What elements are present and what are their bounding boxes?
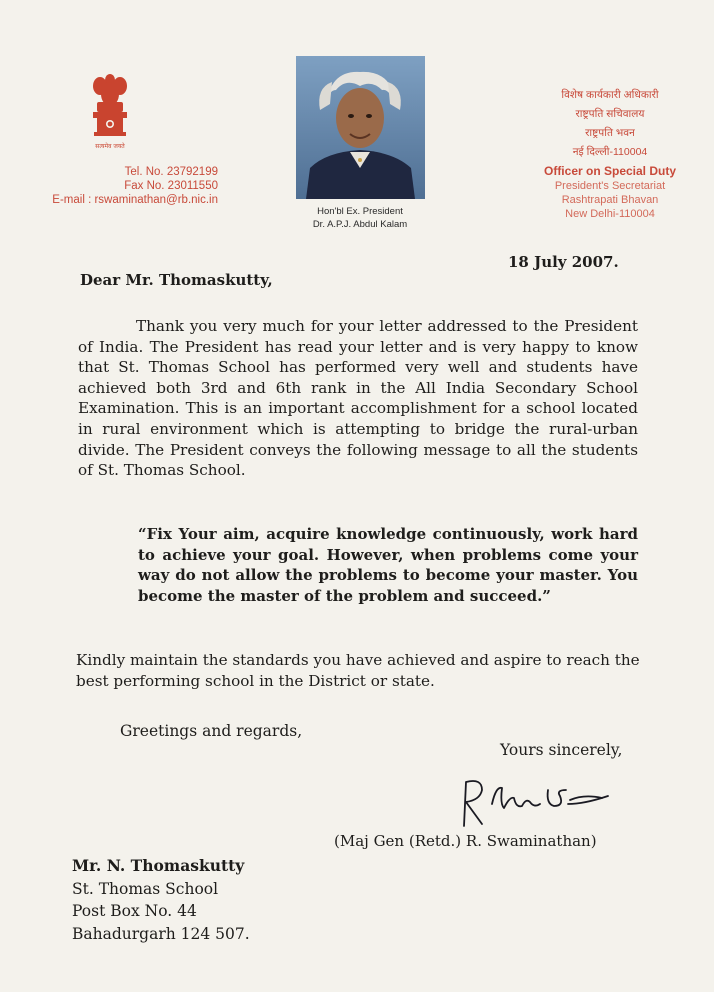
emblem-motto: सत्यमेव जयते xyxy=(95,143,125,150)
hindi-city: नई दिल्ली-110004 xyxy=(572,146,648,158)
body-paragraph xyxy=(78,316,638,481)
closing-paragraph: Kindly maintain the standards you have achieved and aspire to reach the best performing school in the District or state. xyxy=(76,651,640,690)
contact-block xyxy=(8,165,218,207)
office-bhavan: Rashtrapati Bhavan xyxy=(561,194,659,206)
salutation: Dear Mr. Thomaskutty, xyxy=(80,271,273,289)
portrait-illustration xyxy=(296,56,425,199)
president-quote: “Fix Your aim, acquire knowledge continuously, work hard to achieve your goal. However, when problems come your way do not allow the problems to become your master. You become the master of the problem and succeed.” xyxy=(138,525,638,605)
office-secretariat: President's Secretariat xyxy=(554,180,666,192)
photo-caption-name: Dr. A.P.J. Abdul Kalam xyxy=(312,219,408,230)
office-block xyxy=(510,86,710,221)
address-line-3: Bahadurgarh 124 507. xyxy=(72,924,250,943)
body-paragraph-text: Thank you very much for your letter addressed to the President of India. The President has read your letter and is very happy to know that St. Thomas School has performed very well and students have achieved both 3rd and 6th rank in the All India Secondary School Examination. This is an important accomplishment for a school located in rural environment which is attempting to bridge the rural-urban divide. The President conveys the following message to all the students of St. Thomas School. xyxy=(78,317,638,480)
greetings: Greetings and regards, xyxy=(120,722,303,740)
telephone: Tel. No. 23792199 xyxy=(124,166,218,178)
national-emblem-icon xyxy=(88,72,132,162)
signature-icon xyxy=(452,774,622,834)
fax: Fax No. 23011550 xyxy=(124,180,218,192)
signatory-name: (Maj Gen (Retd.) R. Swaminathan) xyxy=(334,832,597,850)
photo-caption-title: Hon'bl Ex. President xyxy=(317,206,403,217)
hindi-secretariat: राष्ट्रपति सचिवालय xyxy=(575,108,645,120)
hindi-title: विशेष कार्यकारी अधिकारी xyxy=(561,89,659,101)
photo-caption xyxy=(270,205,450,231)
portrait-photo xyxy=(296,56,425,199)
yours-sincerely: Yours sincerely, xyxy=(500,741,623,759)
address-line-1: St. Thomas School xyxy=(72,879,219,898)
letter-date: 18 July 2007. xyxy=(508,253,619,271)
address-line-2: Post Box No. 44 xyxy=(72,902,197,920)
email: E-mail : rswaminathan@rb.nic.in xyxy=(52,194,218,206)
office-city: New Delhi-110004 xyxy=(565,208,655,220)
office-title: Officer on Special Duty xyxy=(543,164,677,178)
recipient-address xyxy=(72,855,372,945)
hindi-bhavan: राष्ट्रपति भवन xyxy=(585,127,635,139)
recipient-name: Mr. N. Thomaskutty xyxy=(72,856,245,875)
